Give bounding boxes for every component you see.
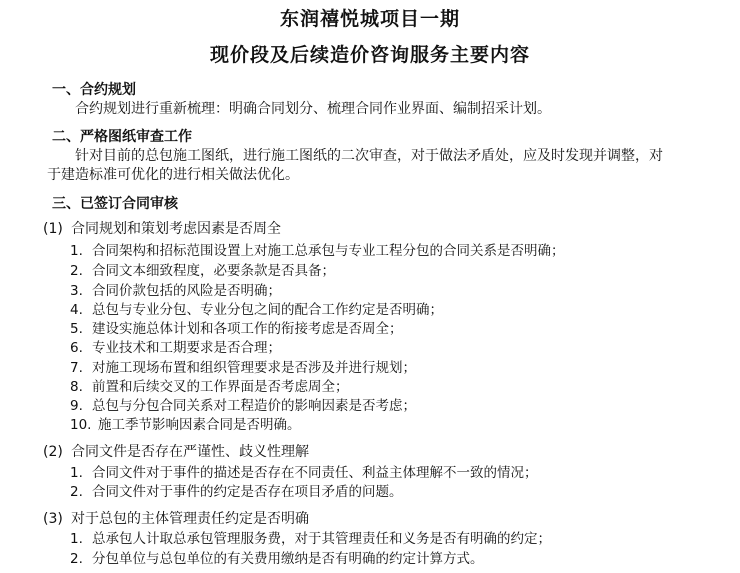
list-item: 7. 对施工现场布置和组织管理要求是否涉及并进行规划； (70, 360, 416, 376)
subsection-number: (1) (43, 221, 63, 237)
document-title: 东润禧悦城项目一期 (279, 8, 460, 30)
list-item: 6. 专业技术和工期要求是否合理； (70, 340, 281, 356)
section-heading-3: 三、已签订合同审核 (52, 196, 178, 212)
section-body-2-line1: 针对目前的总包施工图纸，进行施工图纸的二次审查，对于做法矛盾处，应及时发现并调整，对 (75, 148, 663, 164)
section-body-1: 合约规划进行重新梳理：明确合同划分、梳理合同作业界面、编制招采计划。 (75, 101, 551, 117)
subsection-heading-2 (43, 443, 309, 461)
list-item: 8. 前置和后续交叉的工作界面是否考虑周全； (70, 379, 349, 395)
subsection-title: 对于总包的主体管理责任约定是否明确 (71, 511, 309, 527)
subsection-number: (3) (43, 511, 63, 527)
list-item: 1. 合同文件对于事件的描述是否存在不同责任、利益主体理解不一致的情况； (70, 465, 538, 481)
subsection-heading-3 (43, 510, 309, 528)
list-item: 2. 合同文本细致程度，必要条款是否具备； (70, 263, 335, 279)
section-heading-1: 一、合约规划 (52, 82, 136, 98)
subsection-heading-1 (43, 220, 281, 238)
list-item: 10. 施工季节影响因素合同是否明确。 (70, 417, 301, 433)
subsection-title: 合同规划和策划考虑因素是否周全 (71, 221, 281, 237)
subsection-title: 合同文件是否存在严谨性、歧义性理解 (71, 444, 309, 460)
list-item: 4. 总包与专业分包、专业分包之间的配合工作约定是否明确； (70, 302, 443, 318)
subsection-number: (2) (43, 444, 63, 460)
section-heading-2: 二、严格图纸审查工作 (52, 129, 192, 145)
list-item: 5. 建设实施总体计划和各项工作的衔接考虑是否周全； (70, 321, 403, 337)
list-item: 9. 总包与分包合同关系对工程造价的影响因素是否考虑； (70, 398, 416, 414)
list-item: 3. 合同价款包括的风险是否明确； (70, 283, 281, 299)
list-item: 2. 合同文件对于事件的约定是否存在项目矛盾的问题。 (70, 484, 403, 500)
list-item: 1. 合同架构和招标范围设置上对施工总承包与专业工程分包的合同关系是否明确； (70, 243, 565, 259)
list-item: 1. 总承包人计取总承包管理服务费，对于其管理责任和义务是否有明确的约定； (70, 531, 551, 547)
document-subtitle: 现价段及后续造价咨询服务主要内容 (209, 44, 530, 66)
section-body-2-line2: 于建造标准可优化的进行相关做法优化。 (47, 167, 299, 183)
list-item: 2. 分包单位与总包单位的有关费用缴纳是否有明确的约定计算方式。 (70, 551, 484, 567)
